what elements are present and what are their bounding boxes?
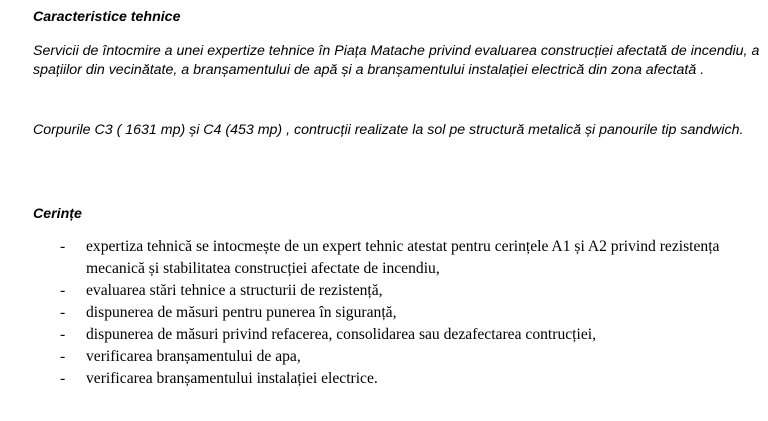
- list-item-text: verificarea branșamentului instalației electrice.: [86, 370, 378, 387]
- section-heading-requirements: Cerințe: [33, 206, 82, 222]
- list-item-text: verificarea branșamentului de apa,: [86, 348, 301, 365]
- list-item-text: evaluarea stări tehnice a structurii de rezistență,: [86, 282, 383, 299]
- list-item: [0, 346, 736, 368]
- list-item: [0, 236, 736, 280]
- list-item: [0, 324, 736, 346]
- bullet-dash: -: [60, 348, 66, 365]
- list-item: [0, 368, 736, 390]
- technical-description-paragraph: Servicii de întocmire a unei expertize tehnice în Piața Matache privind evaluarea construcției afectată de incendiu, a spațiilor din vecinătate, a branșamentului de apă și a branșamentului instalației electrică din zona afectată .: [33, 43, 760, 78]
- bullet-dash: -: [60, 304, 66, 321]
- bullet-dash: -: [60, 370, 66, 387]
- list-item: [0, 280, 736, 302]
- list-item: [0, 302, 736, 324]
- list-item-text: dispunerea de măsuri pentru punerea în siguranță,: [86, 304, 397, 321]
- buildings-description-paragraph: Corpurile C3 ( 1631 mp) și C4 (453 mp) , contrucții realizate la sol pe structură metalică și panourile tip sandwich.: [33, 122, 744, 138]
- list-item-text: dispunerea de măsuri privind refacerea, consolidarea sau dezafectarea contrucției,: [86, 326, 596, 343]
- list-item-text: expertiza tehnică se intocmește de un expert tehnic atestat pentru cerințele A1 și A2 privind rezistența mecanică și stabilitatea construcției afectate de incendiu,: [86, 238, 720, 277]
- bullet-dash: -: [60, 282, 66, 299]
- bullet-dash: -: [60, 326, 66, 343]
- section-heading-technical: Caracteristice tehnice: [33, 9, 181, 25]
- requirements-list: [0, 236, 736, 390]
- bullet-dash: -: [60, 238, 66, 255]
